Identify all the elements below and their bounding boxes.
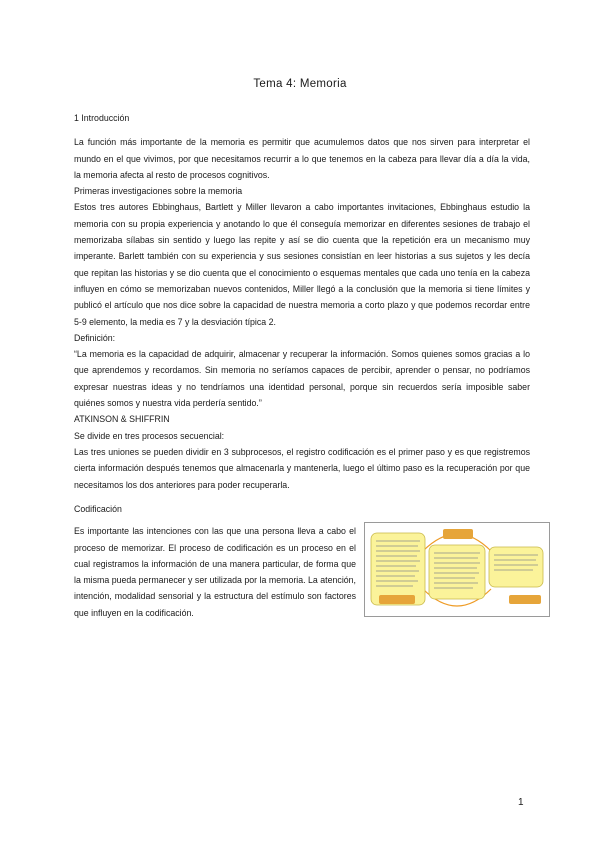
main-content (74, 110, 530, 493)
diagram-box-codificacion (371, 533, 425, 605)
diagram-box-recuperacion (489, 547, 543, 587)
processes-paragraph: Las tres uniones se pueden dividir en 3 subprocesos, el registro codificación es el primer paso y es que registremos cierta información después tenemos que almacenarla y mantenerla, luego el último paso es la recuperación por que necesitamos los dos anteriores para poder recuperarla. (74, 446, 530, 490)
section-heading-introduction: 1 Introducción (74, 113, 130, 123)
diagram-label-codificacion (379, 595, 415, 604)
definition-author: ATKINSON & SHIFFRIN (74, 414, 170, 425)
processes-heading: Se divide en tres procesos secuencial: (74, 430, 225, 441)
early-research-heading: Primeras investigaciones sobre la memoria (74, 186, 243, 197)
page-number: 1 (518, 797, 524, 808)
definition-heading: Definición: (74, 332, 116, 343)
early-research-paragraph: Estos tres autores Ebbinghaus, Bartlett y Miller llevaron a cabo importantes invitaciones, Ebbinghaus estudio la memoria con su propia experiencia y anotando lo que él conseguía memorizar en diferentes sesiones de trabajo el memorizaba sílabas sin sentido y luego las repite y así se dio cuenta que la repetición era un mecanismo muy imperante. Barlett también con su experiencia y sus sesiones consistían en leer historias a sus sujetos y les decía que repitan las historias y se dio cuenta que el conocimiento o esquemas mentales que cada uno tenía en la cabeza influyen en cómo se memorizaban nuevos contenidos, Miller llegó a la conclusión que la memoria si tiene límites y publicó el artículo que nos dice sobre la capacidad de nuestra memoria a corto plazo y que podemos recordar entre 5-9 elemento, la media es 7 y la desviación típica 2. (74, 202, 530, 327)
coding-paragraph: Es importante las intenciones con las que una persona lleva a cabo el proceso de memorizar. El proceso de codificación es un proceso en el cual registramos la información de una manera particular, de forma que la misma pueda permanecer y ser utilizada por la memoria. La atención, intención, modalidad sensorial y la estructura del estímulo son factores que influyen en la codificación. (74, 526, 356, 618)
memory-process-diagram (364, 522, 550, 617)
diagram-label-almacenamiento (443, 529, 473, 539)
definition-quote: “La memoria es la capacidad de adquirir, almacenar y recuperar la información. Somos quienes somos gracias a lo que aprendemos y recordamos. Sin memoria no seríamos capaces de percibir, aprender o pensar, no podríamos expresar nuestras ideas y no tendríamos una identidad personal, porque sin recuerdos sería imposible saber quiénes somos y nuestra vida perdería sentido.” (74, 349, 530, 409)
memory-diagram-graphic (365, 523, 549, 616)
diagram-label-recuperacion (509, 595, 541, 604)
page-title: Tema 4: Memoria (253, 78, 347, 90)
coding-heading: Codificación (74, 504, 122, 514)
intro-paragraph: La función más importante de la memoria es permitir que acumulemos datos que nos sirven para interpretar el mundo en el que vivimos, por que necesitamos recurrir a lo que tenemos en la cabeza para llevar día a día la vida, la memoria afecta al resto de procesos cognitivos. (74, 137, 530, 180)
